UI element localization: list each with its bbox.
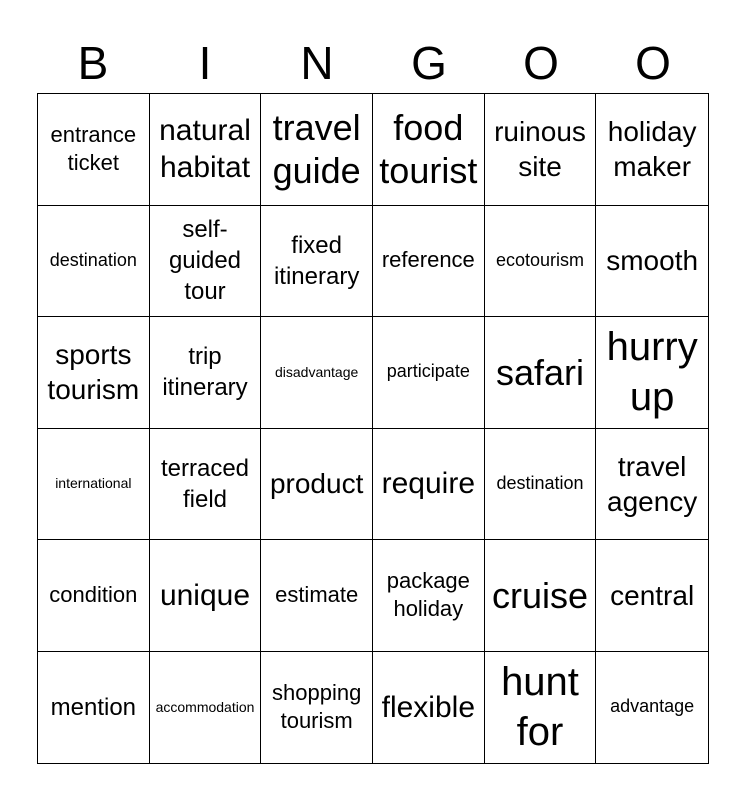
bingo-cell[interactable] <box>373 206 485 318</box>
bingo-cell[interactable] <box>38 652 150 764</box>
bingo-cell[interactable] <box>38 317 150 429</box>
cell-text: accommodation <box>155 698 255 715</box>
cell-text: reference <box>381 247 475 273</box>
cell-text: condition <box>49 581 138 607</box>
bingo-cell[interactable] <box>38 206 150 318</box>
cell-text: product <box>269 468 364 500</box>
cell-text: central <box>610 579 695 611</box>
cell-text: terraced field <box>160 454 250 513</box>
bingo-cell[interactable] <box>596 429 708 541</box>
cell-text: holiday maker <box>607 116 697 183</box>
bingo-header <box>37 32 709 94</box>
cell-text: sports tourism <box>47 339 140 406</box>
cell-text: participate <box>386 361 470 382</box>
cell-text: travel agency <box>607 450 698 517</box>
cell-text: ecotourism <box>495 249 584 270</box>
cell-text: natural habitat <box>159 113 251 185</box>
cell-text: require <box>381 467 476 500</box>
bingo-cell[interactable] <box>150 540 262 652</box>
bingo-cell[interactable] <box>373 540 485 652</box>
cell-text: ruinous site <box>494 116 586 183</box>
cell-text: trip itinerary <box>162 343 248 402</box>
cell-text: destination <box>49 249 137 270</box>
bingo-cell[interactable] <box>373 429 485 541</box>
cell-text: disadvantage <box>275 363 359 380</box>
bingo-cell[interactable] <box>485 94 597 206</box>
cell-text: shopping tourism <box>272 679 362 734</box>
cell-text: hurry up <box>606 325 698 420</box>
header-letter-o-2: O <box>635 37 671 89</box>
bingo-board <box>37 93 709 764</box>
cell-text: travel guide <box>272 107 361 192</box>
bingo-cell[interactable] <box>596 652 708 764</box>
bingo-cell[interactable] <box>261 206 373 318</box>
bingo-cell[interactable] <box>596 317 708 429</box>
bingo-cell[interactable] <box>485 317 597 429</box>
cell-text: food tourist <box>379 107 478 192</box>
bingo-cell[interactable] <box>261 94 373 206</box>
bingo-cell[interactable] <box>485 652 597 764</box>
bingo-cell[interactable] <box>485 540 597 652</box>
bingo-cell[interactable] <box>150 317 262 429</box>
bingo-cell[interactable] <box>150 94 262 206</box>
cell-text: hunt for <box>501 660 579 755</box>
cell-text: package holiday <box>386 567 470 622</box>
bingo-cell[interactable] <box>261 540 373 652</box>
bingo-cell[interactable] <box>38 429 150 541</box>
bingo-cell[interactable] <box>596 206 708 318</box>
bingo-cell[interactable] <box>596 94 708 206</box>
bingo-cell[interactable] <box>373 317 485 429</box>
cell-text: safari <box>495 351 584 393</box>
bingo-cell[interactable] <box>150 429 262 541</box>
bingo-cell[interactable] <box>261 429 373 541</box>
cell-text: entrance ticket <box>50 121 137 176</box>
bingo-cell[interactable] <box>485 429 597 541</box>
header-letter-b: B <box>77 37 109 89</box>
bingo-cell[interactable] <box>150 206 262 318</box>
header-letter-o: O <box>523 37 559 89</box>
bingo-cell[interactable] <box>373 652 485 764</box>
cell-text: destination <box>496 472 584 493</box>
bingo-cell[interactable] <box>150 652 262 764</box>
header-letter-n: N <box>300 37 334 89</box>
header-letter-i: I <box>198 37 212 89</box>
bingo-cell[interactable] <box>38 540 150 652</box>
bingo-cell[interactable] <box>485 206 597 318</box>
cell-text: unique <box>159 578 251 612</box>
cell-text: advantage <box>610 696 695 717</box>
cell-text: international <box>55 475 132 492</box>
bingo-cell[interactable] <box>596 540 708 652</box>
cell-text: smooth <box>606 245 699 277</box>
cell-text: mention <box>50 693 137 721</box>
bingo-cell[interactable] <box>261 317 373 429</box>
bingo-cell[interactable] <box>38 94 150 206</box>
cell-text: fixed itinerary <box>273 231 360 290</box>
cell-text: self-guided tour <box>168 215 242 306</box>
cell-text: estimate <box>275 581 359 607</box>
cell-text: cruise <box>491 574 588 616</box>
cell-text: flexible <box>381 690 476 724</box>
bingo-cell[interactable] <box>261 652 373 764</box>
bingo-cell[interactable] <box>373 94 485 206</box>
header-letter-g: G <box>411 37 447 89</box>
